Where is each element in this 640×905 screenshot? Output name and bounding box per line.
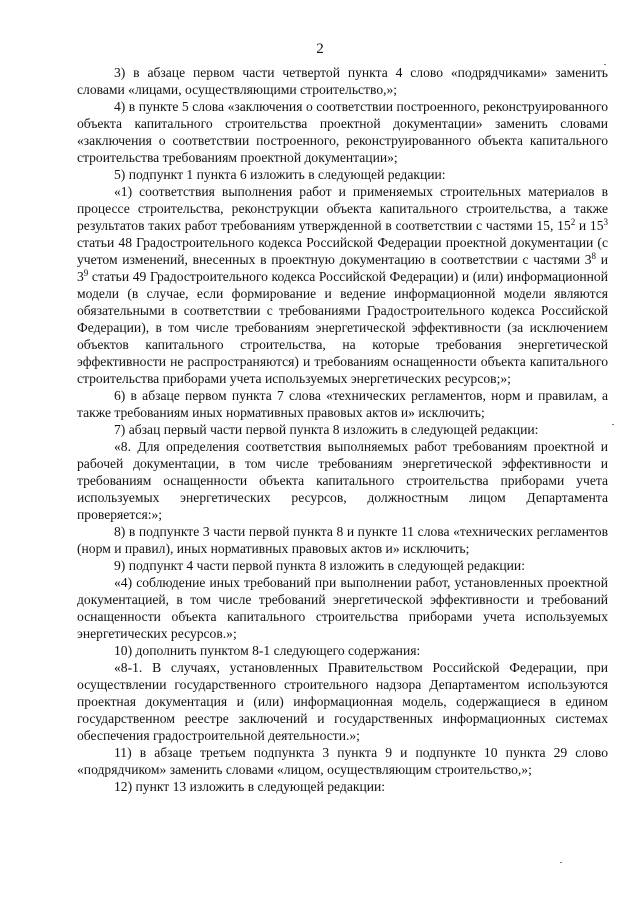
paragraph-item-6: 6) в абзаце первом пункта 7 слова «технических регламентов, норм и правилам, а также требованиям иных нормативных правовых актов и» исключить; [77, 388, 608, 420]
paragraph-item-9: 9) подпункт 4 части первой пункта 8 изложить в следующей редакции: [114, 558, 525, 573]
paragraph-item-7: 7) абзац первый части первой пункта 8 изложить в следующей редакции: [114, 422, 539, 437]
scan-speck [612, 424, 614, 425]
superscript: 3 [603, 217, 608, 227]
paragraph-item-11: 11) в абзаце третьем подпункта 3 пункта 9 и подпункте 10 пункта 29 слово «подрядчиком» заменить словами «лицом, осуществляющим строительство,»; [77, 745, 608, 777]
document-body [77, 64, 608, 795]
superscript: 8 [591, 251, 596, 261]
paragraph-item-8: 8) в подпункте 3 части первой пункта 8 и пункте 11 слова «технических регламентов (норм и правил), иных нормативных правовых актов и» исключить; [77, 524, 608, 556]
paragraph-item-12: 12) пункт 13 изложить в следующей редакции: [114, 779, 386, 794]
quoted-item-8-1: «8-1. В случаях, установленных Правительством Российской Федерации, при осуществлении государственного строительного надзора Департаментом используются проектная документация и (или) информационная модель, содержащиеся в едином государственном реестре заключений и государственных информационных системах обеспечения градостроительной деятельности.»; [77, 660, 608, 743]
text-run: статьи 48 Градостроительного кодекса Российской Федерации проектной документации (с учетом изменений, внесенных в проектную документацию в соответствии с частями 3 [77, 235, 608, 267]
text-run: «1) соответствия выполнения работ и применяемых строительных материалов в процессе строительства, реконструкции объекта капитального строительства, а также результатов таких работ требованиям утвержденной в соответствии с частями 15, 15 [77, 184, 608, 233]
paragraph-item-10: 10) дополнить пунктом 8-1 следующего содержания: [114, 643, 421, 658]
paragraph-item-5: 5) подпункт 1 пункта 6 изложить в следующей редакции: [114, 167, 446, 182]
page-number: 2 [316, 41, 324, 57]
scan-speck [560, 862, 562, 863]
quoted-subitem-4: «4) соблюдение иных требований при выполнении работ, установленных проектной документацией, в том числе требований энергетической эффективности и требований оснащенности объекта капитального строительства приборами учета используемых энергетических ресурсов.»; [77, 575, 608, 641]
text-run: и 15 [575, 218, 604, 233]
paragraph-item-3: 3) в абзаце первом части четвертой пункта 4 слово «подрядчиками» заменить словами «лицами, осуществляющими строительство,»; [77, 65, 608, 97]
text-run: статьи 49 Градостроительного кодекса Российской Федерации) и (или) информационной модели (в случае, если формирование и ведение информационной модели являются обязательными в соответствии с требованиями Градостроительного кодекса Российской Федерации), в том числе требованиям энергетической эффективности (за исключением объектов капитального строительства, на которые требования энергетической эффективности не распространяются) и требованиям оснащенности объекта капитального строительства приборами учета используемых энергетических ресурсов;»; [77, 269, 608, 386]
quoted-item-8: «8. Для определения соответствия выполняемых работ требованиям проектной и рабочей документации, в том числе требованиям энергетической эффективности и требованиям оснащенности объекта капитального строительства приборами учета используемых энергетических ресурсов, должностным лицом Департамента проверяется:»; [77, 439, 608, 522]
text-run: и 3 [77, 252, 608, 284]
quoted-subitem-1 [77, 183, 608, 387]
scan-speck [604, 64, 606, 65]
superscript: 9 [83, 268, 89, 278]
superscript: 2 [570, 217, 576, 227]
paragraph-item-4: 4) в пункте 5 слова «заключения о соответствии построенного, реконструированного объекта капитального строительства проектной документации» заменить словами «заключения о соответствии построенного, реконструированного объекта капитального строительства требованиям проектной документации»; [77, 99, 608, 165]
